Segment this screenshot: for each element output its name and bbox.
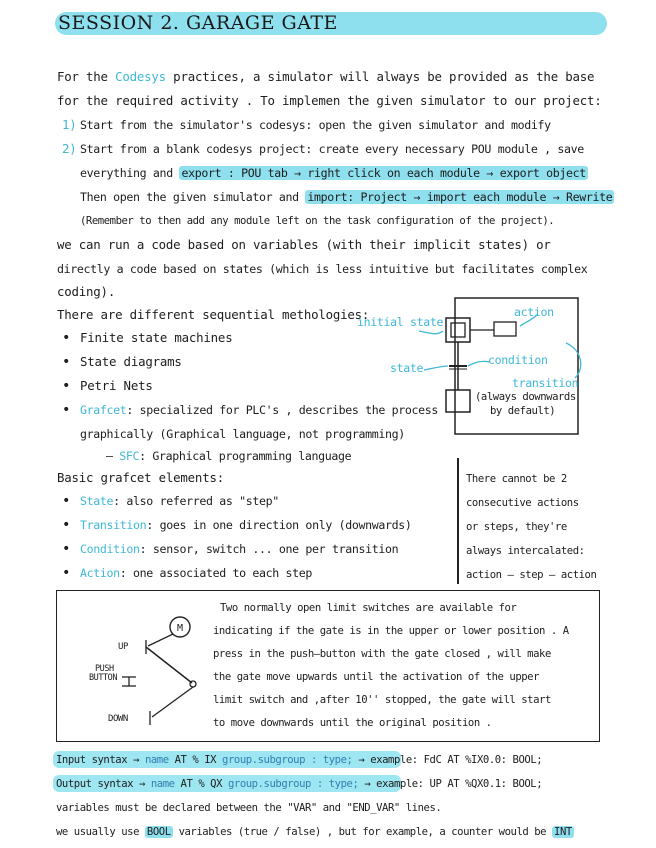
side-note-line: There cannot be 2	[466, 473, 567, 485]
option-2-export	[80, 164, 588, 182]
intro-text: For the	[57, 69, 116, 84]
state-arrow	[424, 366, 448, 370]
syntax-label: Input syntax →	[56, 754, 139, 766]
export-highlight: export : POU tab → right click on each module → export object	[181, 166, 586, 180]
syntax-group: group.subgroup : type;	[227, 778, 359, 790]
option-number: 2)	[62, 141, 77, 156]
element-desc: : one associated to each step	[119, 566, 313, 580]
bullet: •	[62, 565, 71, 581]
bullet: •	[62, 541, 71, 557]
label-state: state	[390, 361, 424, 375]
option-2-import	[80, 188, 614, 206]
gate-line: press in the push–button with the gate closed , will make	[213, 648, 551, 660]
run-line-3: coding).	[57, 284, 116, 299]
run-line-2: directly a code based on states (which is less intuitive but facilitates complex	[57, 262, 588, 276]
element-item	[80, 540, 398, 558]
push-label-1: PUSH	[95, 664, 114, 674]
grafcet-term: Grafcet	[80, 403, 127, 417]
element-term: Condition	[80, 542, 140, 556]
intro-line-2: for the required activity . To implemen the given simulator to our project:	[57, 93, 602, 108]
option-text: everything and	[80, 166, 180, 180]
label-note-2: by default)	[490, 405, 556, 417]
output-syntax	[56, 775, 542, 793]
gate-line: Two normally open limit switches are available for	[220, 602, 517, 614]
bullet: •	[62, 493, 71, 509]
element-term: Transition	[80, 518, 147, 532]
transition-arrow	[566, 343, 581, 378]
syntax-addr: % IX	[192, 754, 217, 766]
bullet: •	[62, 354, 71, 370]
syntax-at: AT	[180, 778, 193, 790]
initial-state-inner	[451, 323, 465, 337]
element-desc: : sensor, switch ... one per transition	[139, 542, 399, 556]
element-item	[80, 564, 312, 582]
push-label-2: BUTTON	[89, 673, 118, 683]
gate-line: to move downwards until the original position .	[213, 717, 492, 729]
grafcet-desc: : specialized for PLC's , describes the process	[126, 403, 439, 417]
sfc-term: SFC	[119, 449, 140, 463]
side-note-line: always intercalated:	[466, 545, 585, 557]
syntax-addr: % QX	[198, 778, 223, 790]
bullet: •	[62, 330, 71, 346]
import-highlight: import: Project → import each module → Rewrite	[307, 190, 613, 204]
step-box	[446, 390, 470, 412]
option-1: Start from the simulator's codesys: open the given simulator and modify	[80, 118, 551, 132]
dash: –	[106, 449, 120, 463]
sfc-desc: : Graphical programming language	[139, 449, 352, 463]
run-line-1: we can run a code based on variables (with their implicit states) or	[57, 237, 551, 252]
label-initial-state: initial state	[357, 315, 444, 329]
action-box	[494, 322, 516, 336]
syntax-name: name	[150, 778, 175, 790]
side-note-line: consecutive actions	[466, 497, 579, 509]
element-term: State	[80, 494, 114, 508]
element-desc: : goes in one direction only (downwards)	[146, 518, 412, 532]
method-item: Petri Nets	[80, 378, 153, 393]
bullet: •	[62, 402, 71, 418]
input-syntax	[56, 751, 542, 769]
label-transition: transition	[512, 376, 579, 390]
syntax-name: name	[144, 754, 169, 766]
element-item	[80, 516, 412, 534]
intro-text: practices, a simulator will always be provided as the base	[165, 69, 595, 84]
element-item	[80, 492, 279, 510]
option-number: 1)	[62, 117, 77, 132]
method-item: State diagrams	[80, 354, 182, 369]
initial-state-outer	[446, 318, 470, 342]
page-title: SESSION 2. GARAGE GATE	[58, 12, 338, 34]
bool-text: we usually use	[56, 826, 145, 838]
side-note-divider	[457, 458, 459, 584]
syntax-label: Output syntax →	[56, 778, 145, 790]
label-action: action	[514, 305, 554, 319]
bool-text: variables (true / false) , but for example, a counter would be	[172, 826, 553, 838]
gate-line: limit switch and ,after 10'' stopped, the gate will start	[213, 694, 551, 706]
bullet: •	[62, 378, 71, 394]
option-2: Start from a blank codesys project: create every necessary POU module , save	[80, 142, 584, 156]
method-sfc	[106, 447, 351, 465]
option-2-reminder: (Remember to then add any module left on the task configuration of the project).	[80, 215, 555, 227]
codesys-term: Codesys	[115, 69, 166, 84]
methods-heading: There are different sequential methologies:	[57, 307, 370, 322]
initial-state-arrow	[419, 331, 443, 334]
int-term: INT	[554, 826, 572, 838]
label-condition: condition	[488, 353, 548, 367]
bool-note	[56, 823, 574, 841]
down-label: DOWN	[108, 714, 128, 724]
method-item: Finite state machines	[80, 330, 233, 345]
label-note-1: (always downwards	[475, 391, 576, 403]
side-note-line: action – step – action	[466, 569, 597, 581]
syntax-group: group.subgroup : type;	[222, 754, 353, 766]
syntax-example: → example: UP AT %QX0.1: BOOL;	[364, 778, 543, 790]
bullet: •	[62, 517, 71, 533]
option-text: Then open the given simulator and	[80, 190, 306, 204]
elements-heading: Basic grafcet elements:	[57, 470, 224, 485]
bool-term: BOOL	[146, 826, 171, 838]
gate-line: indicating if the gate is in the upper or lower position . A	[213, 625, 569, 637]
syntax-at: AT	[174, 754, 187, 766]
side-note-line: or steps, they're	[466, 521, 567, 533]
gate-line: the gate move upwards until the activation of the upper	[213, 671, 540, 683]
declaration-note: variables must be declared between the "VAR" and "END_VAR" lines.	[56, 802, 442, 814]
up-label: UP	[118, 642, 128, 652]
method-grafcet-2: graphically (Graphical language, not programming)	[80, 427, 405, 441]
intro-line-1	[57, 68, 594, 86]
condition-arrow	[468, 361, 490, 366]
syntax-example: → example: FdC AT %IX0.0: BOOL;	[358, 754, 543, 766]
method-grafcet	[80, 401, 438, 419]
motor-label: M	[176, 623, 184, 634]
element-desc: : also referred as "step"	[113, 494, 279, 508]
element-term: Action	[80, 566, 120, 580]
